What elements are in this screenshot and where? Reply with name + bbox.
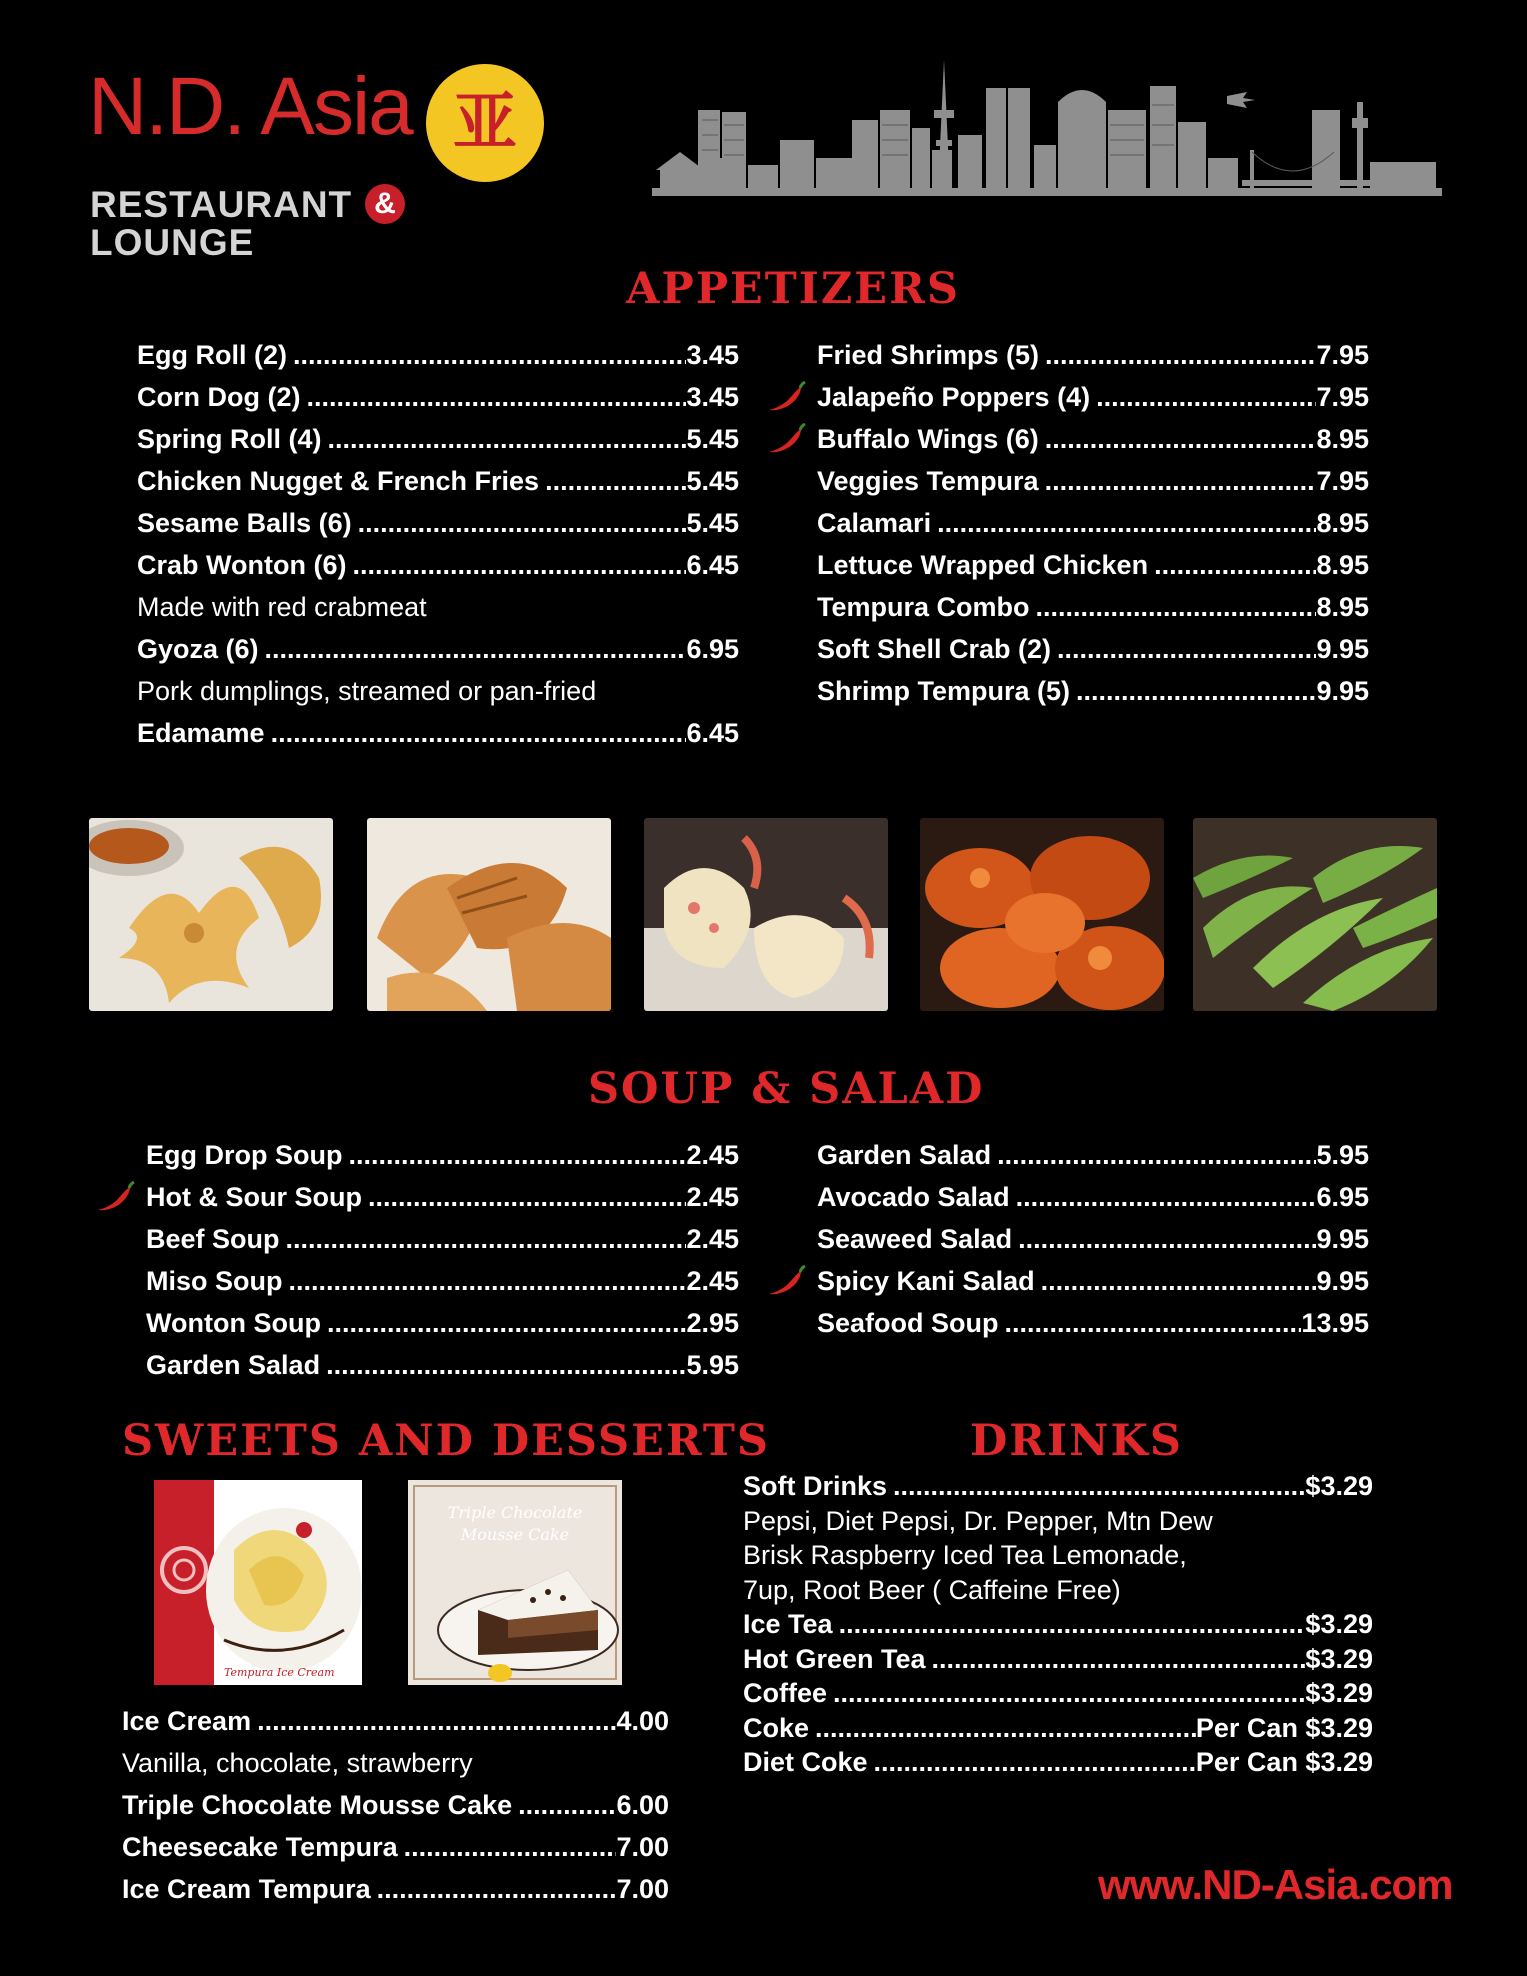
item-name: Gyoza (6): [137, 634, 259, 664]
item-price: 5.95: [1316, 1140, 1369, 1170]
item-name: Ice Cream: [122, 1706, 252, 1736]
item-price: 2.45: [686, 1266, 739, 1296]
menu-item: [137, 628, 739, 670]
appetizers-heading: APPETIZERS: [626, 264, 960, 314]
item-price: 8.95: [1316, 508, 1369, 538]
menu-item: [817, 1176, 1369, 1218]
item-name: Beef Soup: [146, 1224, 280, 1254]
item-price: 9.95: [1316, 676, 1369, 706]
item-price: 13.95: [1301, 1308, 1369, 1338]
item-price: 7.00: [616, 1832, 669, 1862]
menu-item: [122, 1700, 669, 1742]
menu-item: [817, 1134, 1369, 1176]
tempura-ice-cream-photo: [154, 1480, 362, 1685]
item-name: Chicken Nugget & French Fries: [137, 466, 540, 496]
item-name: Diet Coke: [743, 1747, 868, 1777]
item-price: 3.45: [686, 382, 739, 412]
item-name: Soft Shell Crab (2): [817, 634, 1052, 664]
appetizers-left-column: [137, 334, 739, 754]
item-price: 2.45: [686, 1182, 739, 1212]
chili-pepper-icon: [767, 1265, 807, 1297]
item-price: 5.45: [686, 424, 739, 454]
menu-item: [146, 1176, 739, 1218]
menu-item: [743, 1469, 1373, 1504]
item-price: 2.45: [686, 1224, 739, 1254]
item-price: $3.29: [1305, 1471, 1373, 1501]
photo-caption: Triple Chocolate Mousse Cake: [447, 1503, 583, 1544]
menu-item: [743, 1745, 1373, 1780]
item-price: 7.95: [1316, 466, 1369, 496]
menu-item: [146, 1302, 739, 1344]
menu-item: [137, 334, 739, 376]
subtitle-restaurant: RESTAURANT: [90, 184, 353, 225]
item-name: Calamari: [817, 508, 932, 538]
item-name: Egg Roll (2): [137, 340, 287, 370]
city-skyline-icon: [652, 40, 1442, 225]
drinks-heading: DRINKS: [970, 1416, 1183, 1466]
item-price: 9.95: [1316, 634, 1369, 664]
menu-item: [122, 1826, 669, 1868]
item-price: 6.95: [686, 634, 739, 664]
item-name: Coffee: [743, 1678, 828, 1708]
soup-salad-left-column: [146, 1134, 739, 1386]
brand-seal-icon: 亚: [426, 64, 544, 182]
item-name: Spicy Kani Salad: [817, 1266, 1035, 1296]
item-name: Jalapeño Poppers (4): [817, 382, 1091, 412]
item-price: 9.95: [1316, 1266, 1369, 1296]
item-price: 9.95: [1316, 1224, 1369, 1254]
item-price: 6.00: [616, 1790, 669, 1820]
menu-item: [137, 376, 739, 418]
menu-item: [146, 1260, 739, 1302]
item-price: 8.95: [1316, 424, 1369, 454]
item-name: Soft Drinks: [743, 1471, 888, 1501]
item-price: $3.29: [1305, 1678, 1373, 1708]
menu-item: [817, 1260, 1369, 1302]
menu-item: [743, 1711, 1373, 1746]
item-name: Corn Dog (2): [137, 382, 301, 412]
item-name: Spring Roll (4): [137, 424, 322, 454]
item-name: Buffalo Wings (6): [817, 424, 1039, 454]
chili-pepper-icon: [767, 381, 807, 413]
item-name: Fried Shrimps (5): [817, 340, 1040, 370]
item-price: 6.95: [1316, 1182, 1369, 1212]
item-price: 7.95: [1316, 340, 1369, 370]
desserts-heading: SWEETS AND DESSERTS: [122, 1416, 770, 1466]
menu-item: [817, 460, 1369, 502]
item-price: 4.00: [616, 1706, 669, 1736]
triple-chocolate-mousse-cake-photo: [408, 1480, 622, 1685]
item-description: Brisk Raspberry Iced Tea Lemonade,: [743, 1540, 1187, 1570]
item-price: $3.29: [1305, 1609, 1373, 1639]
item-price: 5.95: [686, 1350, 739, 1380]
item-price: Per Can $3.29: [1195, 1712, 1373, 1743]
menu-item: [137, 544, 739, 586]
website-link[interactable]: www.ND-Asia.com: [1098, 1861, 1453, 1908]
item-price: $3.29: [1305, 1643, 1373, 1674]
item-name: Seafood Soup: [817, 1308, 999, 1338]
subtitle-ampersand: &: [365, 184, 405, 224]
item-price: 5.45: [686, 466, 739, 496]
menu-item: [137, 502, 739, 544]
crab-wonton-photo: [89, 818, 333, 1011]
item-price: 8.95: [1316, 592, 1369, 622]
photo-caption: Tempura Ice Cream: [224, 1666, 335, 1679]
menu-item: [743, 1642, 1373, 1677]
item-price: 5.45: [686, 508, 739, 538]
item-name: Hot & Sour Soup: [146, 1182, 362, 1212]
menu-item: [743, 1607, 1373, 1642]
item-name: Sesame Balls (6): [137, 508, 352, 538]
item-description: 7up, Root Beer ( Caffeine Free): [743, 1574, 1121, 1605]
soup-salad-right-column: [817, 1134, 1369, 1344]
menu-item: [137, 460, 739, 502]
menu-item: [817, 418, 1369, 460]
menu-item: [743, 1676, 1373, 1711]
item-name: Ice Tea: [743, 1609, 833, 1639]
item-price: 6.45: [686, 550, 739, 580]
menu-item: [122, 1868, 669, 1910]
item-name: Hot Green Tea: [743, 1643, 926, 1674]
chili-pepper-icon: [96, 1181, 136, 1213]
edamame-photo: [1193, 818, 1437, 1011]
item-name: Seaweed Salad: [817, 1224, 1013, 1254]
menu-item: [122, 1784, 669, 1826]
appetizers-right-column: [817, 334, 1369, 712]
item-price: 2.95: [686, 1308, 739, 1338]
subtitle-lounge: LOUNGE: [90, 222, 255, 264]
item-price: 3.45: [686, 340, 739, 370]
item-name: Garden Salad: [817, 1140, 992, 1170]
soup-salad-heading: SOUP & SALAD: [588, 1064, 985, 1114]
item-name: Egg Drop Soup: [146, 1140, 343, 1170]
menu-item: [146, 1218, 739, 1260]
menu-item: [817, 670, 1369, 712]
item-name: Wonton Soup: [146, 1308, 321, 1338]
menu-item: [817, 376, 1369, 418]
item-name: Miso Soup: [146, 1266, 283, 1296]
restaurant-subtitle: [90, 184, 568, 264]
drinks-column: [743, 1469, 1373, 1780]
item-price: 7.00: [616, 1874, 669, 1904]
item-name: Shrimp Tempura (5): [817, 676, 1071, 706]
item-name: Ice Cream Tempura: [122, 1874, 371, 1904]
item-description: Pepsi, Diet Pepsi, Dr. Pepper, Mtn Dew: [743, 1505, 1213, 1536]
item-name: Garden Salad: [146, 1350, 321, 1380]
buffalo-wings-photo: [920, 818, 1164, 1011]
item-description: Vanilla, chocolate, strawberry: [122, 1748, 473, 1778]
desserts-column: [122, 1700, 669, 1910]
item-price: 7.95: [1316, 382, 1369, 412]
item-name: Crab Wonton (6): [137, 550, 347, 580]
chili-pepper-icon: [767, 423, 807, 455]
menu-item: [146, 1134, 739, 1176]
restaurant-logo: [88, 61, 568, 264]
item-name: Edamame: [137, 718, 265, 748]
item-name: Triple Chocolate Mousse Cake: [122, 1790, 513, 1820]
item-description: Pork dumplings, streamed or pan-fried: [137, 676, 597, 706]
gyoza-photo: [367, 818, 611, 1011]
item-name: Lettuce Wrapped Chicken: [817, 550, 1149, 580]
item-description: Made with red crabmeat: [137, 592, 427, 622]
menu-item: [817, 1218, 1369, 1260]
menu-item: [146, 1344, 739, 1386]
menu-item: [137, 712, 739, 754]
menu-item: [817, 334, 1369, 376]
menu-item: [817, 502, 1369, 544]
item-price: 2.45: [686, 1140, 739, 1170]
item-name: Avocado Salad: [817, 1182, 1010, 1212]
item-price: 8.95: [1316, 550, 1369, 580]
item-name: Tempura Combo: [817, 592, 1030, 622]
item-name: Coke: [743, 1712, 810, 1743]
menu-item: [817, 1302, 1369, 1344]
shrimp-tempura-photo: [644, 818, 888, 1011]
menu-item: [137, 418, 739, 460]
item-price: 6.45: [686, 718, 739, 748]
item-name: Cheesecake Tempura: [122, 1832, 398, 1862]
menu-item: [817, 544, 1369, 586]
menu-item: [817, 628, 1369, 670]
item-name: Veggies Tempura: [817, 466, 1039, 496]
menu-item: [817, 586, 1369, 628]
restaurant-name: N.D. Asia: [88, 61, 412, 152]
item-price: Per Can $3.29: [1195, 1747, 1373, 1777]
